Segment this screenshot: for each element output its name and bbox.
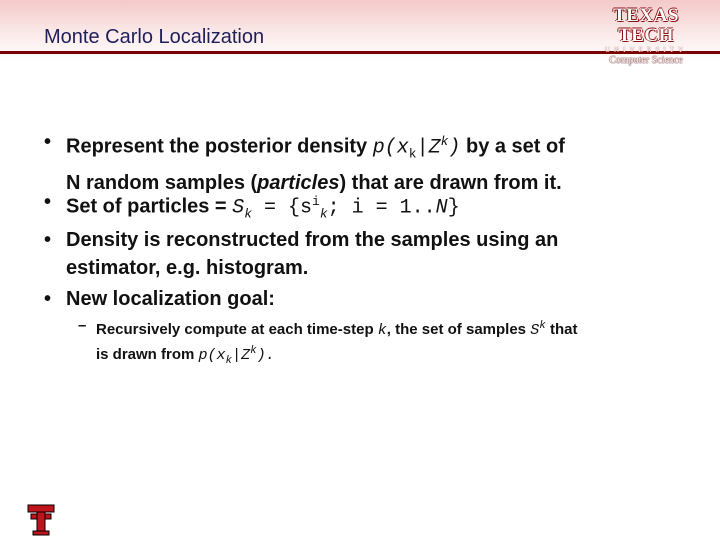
particles-term: particles xyxy=(257,171,340,194)
sub-text: , the set of samples xyxy=(386,321,531,338)
math-sup: k xyxy=(440,134,449,149)
bullet-dot: • xyxy=(44,131,52,153)
math-sup: i xyxy=(312,194,320,209)
math-close: } xyxy=(447,196,460,220)
math-mid: |Z xyxy=(232,347,251,364)
logo-university: UNIVERSITY xyxy=(605,46,687,54)
bullet-dot: • xyxy=(44,288,52,310)
math-mid: |Z xyxy=(416,136,441,160)
math-sup: k xyxy=(250,345,257,357)
math-tail: ; i = 1.. xyxy=(327,196,436,220)
logo-department: Computer Science xyxy=(609,55,683,66)
math-N: N xyxy=(435,196,448,220)
logo-wordmark: TEXAS TECH xyxy=(613,5,679,46)
sub-text: Recursively compute at each time-step xyxy=(96,321,378,338)
bullet-text: New localization goal: xyxy=(66,288,275,310)
bullet-text: Set of particles = xyxy=(66,195,233,218)
bullet-text: ) that are drawn from it. xyxy=(339,171,562,194)
math-sup: k xyxy=(539,320,546,332)
bullet-dot: • xyxy=(44,191,52,213)
texas-tech-logo xyxy=(590,6,702,66)
bullet-text: by a set of xyxy=(460,135,565,158)
slide-title: Monte Carlo Localization xyxy=(44,26,265,48)
dash-marker: – xyxy=(78,317,87,334)
math-sub: k xyxy=(225,355,233,367)
math-eq: = {s xyxy=(252,196,313,220)
math-p: p(x xyxy=(198,347,226,364)
math-p: p(x xyxy=(372,136,409,160)
math-S: S xyxy=(232,196,245,220)
bullet-text: Density is reconstructed from the samples using an xyxy=(66,229,559,251)
ttu-double-t-icon xyxy=(26,503,56,542)
math-sub: k xyxy=(244,206,252,222)
sub-text: that xyxy=(545,321,578,338)
math-S: S xyxy=(530,322,540,339)
sub-text: is drawn from xyxy=(96,346,199,363)
math-sub: k xyxy=(408,146,417,162)
math-k: k xyxy=(377,322,387,339)
math-end: ) xyxy=(448,136,461,160)
bullet-text: N random samples ( xyxy=(66,171,258,194)
math-sub: k xyxy=(319,206,328,222)
bullet-text: estimator, e.g. histogram. xyxy=(66,257,309,279)
bullet-dot: • xyxy=(44,229,52,251)
math-end: ). xyxy=(256,347,275,364)
bullet-text: Represent the posterior density xyxy=(66,135,373,158)
